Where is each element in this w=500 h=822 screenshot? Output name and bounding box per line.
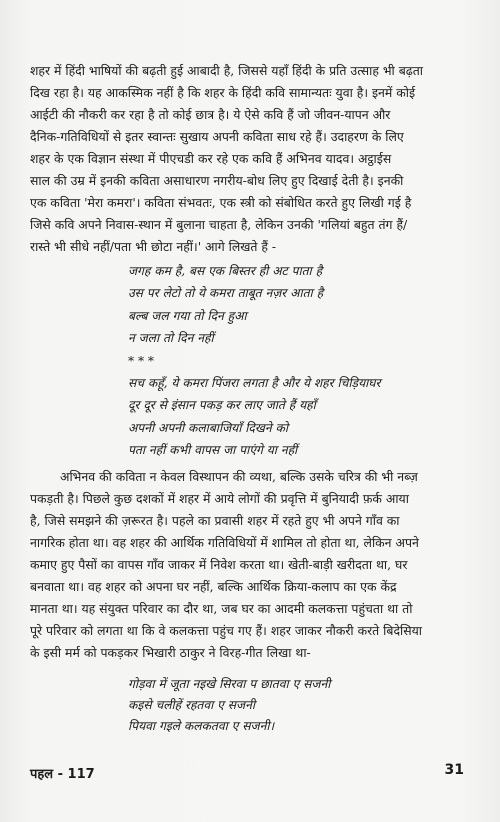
poem-separator: * * *	[128, 353, 155, 368]
journal-issue-label: पहल - 117	[30, 767, 95, 782]
poem-line: सच कहूँ, ये कमरा पिंजरा लगता है और ये शहर चिड़ियाघर	[128, 375, 381, 390]
poem-line: अपनी अपनी कलाबाजियाँ दिखने को	[128, 420, 289, 435]
text-line: शहर के एक विज्ञान संस्था में पीएचडी कर रहे एक कवि हैं अभिनव यादव। अट्ठाईस	[30, 151, 392, 166]
text-line: दैनिक-गतिविधियों से इतर स्वान्तः सुखाय अपनी कविता साध रहे हैं। उदाहरण के लिए	[30, 129, 404, 144]
text-line: साल की उम्र में इनकी कविता असाधारण नगरीय-बोध लिए हुए दिखाई देती है। इनकी	[30, 173, 404, 188]
page-number: 31	[444, 762, 464, 778]
poem-line: कइसे चलीहें रहतवा ए सजनी	[128, 698, 255, 712]
poem-line: पियवा गइले कलकतवा ए सजनी।	[128, 719, 275, 733]
poem-line: बल्ब जल गया तो दिन हुआ	[128, 308, 247, 323]
paragraph-intro	[30, 60, 472, 258]
text-line: अभिनव की कविता न केवल विस्थापन की व्यथा, बल्कि उसके चरित्र की भी नब्ज़	[60, 469, 418, 484]
poem-line: दूर दूर से इंसान पकड़ कर लाए जाते हैं यहाँ	[128, 398, 316, 413]
poem-line: जगह कम है, बस एक बिस्तर ही अट पाता है	[128, 264, 323, 278]
text-line: रास्ते भी सीधे नहीं/पता भी छोटा नहीं।' आगे लिखते हैं -	[30, 239, 277, 254]
text-line: बनवाता था। वह शहर को अपना घर नहीं, बल्कि आर्थिक क्रिया-कलाप का एक केंद्र	[30, 579, 397, 594]
paragraph-analysis	[30, 466, 472, 664]
poem-line: उस पर लेटो तो ये कमरा ताबूत नज़र आता है	[128, 286, 324, 301]
text-line: आईटी की नौकरी कर रहा है तो कोई छात्र है। ये ऐसे कवि हैं जो जीवन-यापन और	[30, 107, 391, 122]
text-line: है, जिसे समझने की ज़रूरत है। पहले का प्रवासी शहर में रहते हुए भी अपने गाँव का	[30, 513, 400, 528]
text-line: पूरे परिवार को लगता था कि वे कलकत्ता पहुंच गए हैं। शहर जाकर नौकरी करते बिदेसिया	[30, 623, 423, 638]
text-line: के इसी मर्म को पकड़कर भिखारी ठाकुर ने विरह-गीत लिखा था-	[30, 645, 311, 660]
poem-line: न जला तो दिन नहीं	[128, 331, 214, 346]
text-line: कमाए हुए पैसों का वापस गाँव जाकर में निवेश करता था। खेती-बाड़ी खरीदता था, घर	[30, 557, 408, 572]
text-line: दिख रहा है। यह आकस्मिक नहीं है कि शहर के हिंदी कवि सामान्यतः युवा है। इनमें कोई	[30, 85, 416, 100]
poem-line: गोड़वा में जूता नइखे सिरवा प छातवा ए सजनी	[128, 677, 331, 691]
text-line: नागरिक होता था। वह शहर की आर्थिक गतिविधियों में शामिल तो होता था, लेकिन अपने	[30, 535, 419, 550]
text-line: शहर में हिंदी भाषियों की बढ़ती हुई आबादी है, जिससे यहाँ हिंदी के प्रति उत्साह भी बढ़ता	[30, 63, 424, 78]
text-line: पकड़ती है। पिछले कुछ दशकों में शहर में आये लोगों की प्रवृत्ति में बुनियादी फ़र्क आया	[30, 491, 409, 506]
poem-mera-kamra	[128, 260, 468, 462]
text-line: मानता था। यह संयुक्त परिवार का दौर था, जब घर का आदमी कलकत्ता पहुंचता था तो	[30, 601, 413, 616]
text-line: एक कविता 'मेरा कमरा'। कविता संभवतः, एक स्त्री को संबोधित करते हुए लिखी गई है	[30, 195, 412, 210]
text-line: जिसे कवि अपने निवास-स्थान में बुलाना चाहता है, लेकिन उनकी 'गलियां बहुत तंग हैं/	[30, 217, 408, 232]
poem-bhikhari-thakur	[128, 674, 468, 737]
poem-line: पता नहीं कभी वापस जा पाएंगे या नहीं	[128, 443, 298, 458]
